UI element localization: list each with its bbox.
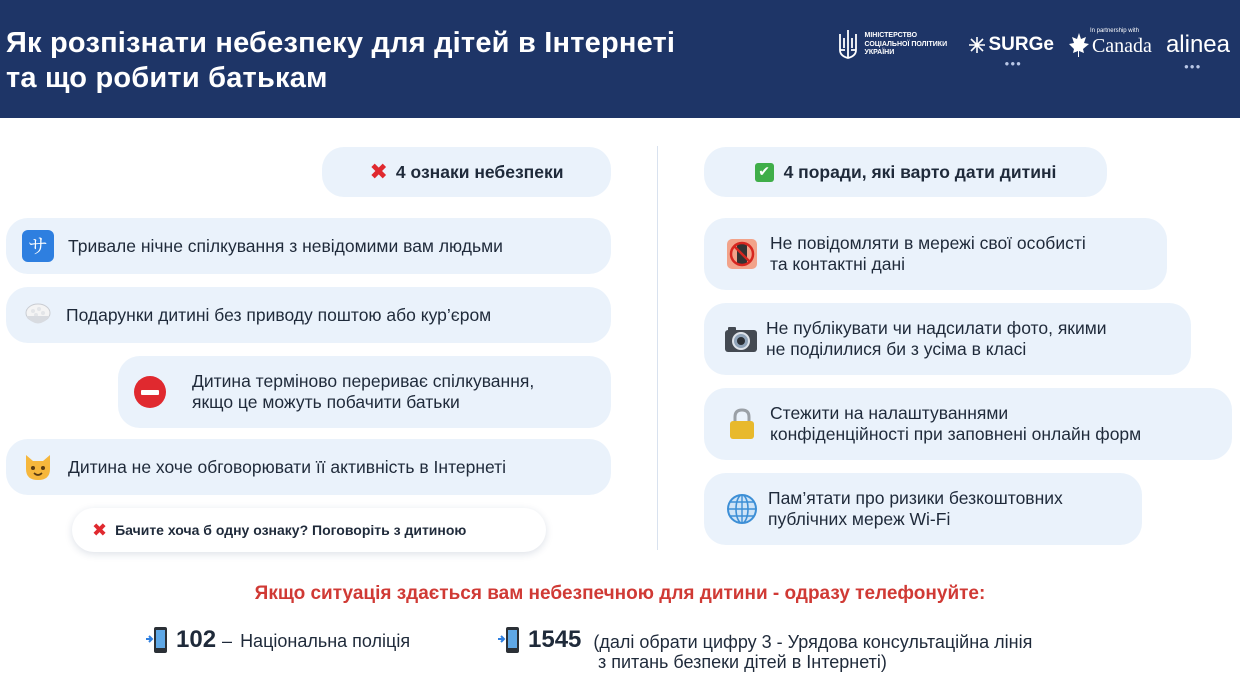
advice-text [770,233,1086,275]
alinea-name: alinea [1165,31,1230,58]
danger-sign-text: Тривале нічне спілкування з невідомими вам людьми [68,235,503,256]
partner-logos [837,20,1230,70]
note-text: Бачите хоча б одну ознаку? Поговоріть з дитиною [115,522,467,538]
camera-icon [724,324,758,354]
phone-with-arrow-icon [146,626,168,654]
police-phone-line [146,626,410,656]
ministry-logo [837,28,954,62]
advice-text [768,488,1063,530]
hotline-description-line-2: з питань безпеки дітей в Інтернеті) [598,652,887,672]
hotline-number[interactable]: 1545 [528,626,582,653]
talk-to-child-note [72,508,546,552]
hotline-description-line-1: (далі обрати цифру 3 - Урядова консультаційна лінія [593,632,1033,652]
advice-text-line-2: та контактні дані [770,254,905,274]
advice-text-line-1: Не повідомляти в мережі свої особисті [770,233,1086,253]
cat-face-icon [22,451,54,483]
column-divider [657,146,658,550]
hotline-phone-line [498,626,1032,654]
danger-sign-item [6,218,611,274]
police-description: Національна поліція [240,631,411,651]
header-banner [0,0,1240,118]
alinea-dots: ●●● [1183,62,1202,71]
canada-name: Canada [1091,35,1152,57]
no-entry-icon [134,376,166,408]
phone-with-arrow-icon [498,626,520,654]
danger-sign-item [118,356,611,428]
canada-partnership: In partnership with [1089,28,1139,34]
advice-text-line-2: не поділилися би з усіма в класі [766,339,1027,359]
surge-logo [968,34,1054,68]
maple-leaf-icon [1068,32,1090,58]
surge-dots: ●●● [1004,59,1022,68]
advice-heading-text: 4 поради, які варто дати дитині [783,161,1057,182]
cross-mark-icon: ✖ [369,159,388,185]
lock-icon [728,408,756,440]
advice-heading [704,147,1107,197]
cross-mark-icon: ✖ [92,519,108,541]
rice-bowl-icon [22,299,54,331]
advice-text-line-1: Стежити на налаштуваннями [770,403,1009,423]
danger-sign-text-line-2: якщо це можуть побачити батьки [192,392,460,412]
danger-sign-text [192,371,534,413]
trident-icon [837,28,859,62]
title-line-2: та що робити батькам [6,62,328,94]
page-title [6,26,675,96]
danger-sign-item [6,439,611,495]
danger-sign-item [6,287,611,343]
canada-logo [1068,28,1152,58]
snowflake-icon [968,36,986,54]
advice-item [704,473,1142,545]
no-mobile-phones-icon [726,238,758,270]
advice-text-line-2: публічних мереж Wi-Fi [768,509,951,529]
square-sa-icon: サ [22,230,54,262]
advice-item [704,303,1191,375]
advice-text [766,318,1107,360]
advice-text [770,403,1141,445]
advice-item [704,388,1232,460]
check-mark-icon: ✔ [755,163,774,182]
title-line-1: Як розпізнати небезпеку для дітей в Інтернеті [6,27,676,59]
danger-signs-heading-text: 4 ознаки небезпеки [395,161,564,182]
danger-sign-text: Подарунки дитині без приводу поштою або кур’єром [66,304,492,325]
surge-name: SURGe [988,34,1054,55]
advice-item [704,218,1167,290]
danger-sign-text: Дитина не хоче обговорювати її активність в Інтернеті [68,456,507,477]
alinea-logo [1165,31,1230,71]
danger-signs-heading [322,147,611,197]
advice-text-line-1: Не публікувати чи надсилати фото, якими [766,318,1107,338]
advice-text-line-2: конфіденційності при заповнені онлайн форм [770,424,1142,444]
advice-text-line-1: Пам’ятати про ризики безкоштовних [768,488,1063,508]
ministry-name: МІНІСТЕРСТВО СОЦІАЛЬНОЇ ПОЛІТИКИ УКРАЇНИ [864,32,948,57]
dash-separator: – [222,631,233,651]
danger-sign-text-line-1: Дитина терміново перериває спілкування, [192,371,535,391]
police-number[interactable]: 102 [176,626,217,653]
emergency-callout: Якщо ситуація здається вам небезпечною для дитини - одразу телефонуйте: [254,583,986,604]
globe-icon [726,493,758,525]
